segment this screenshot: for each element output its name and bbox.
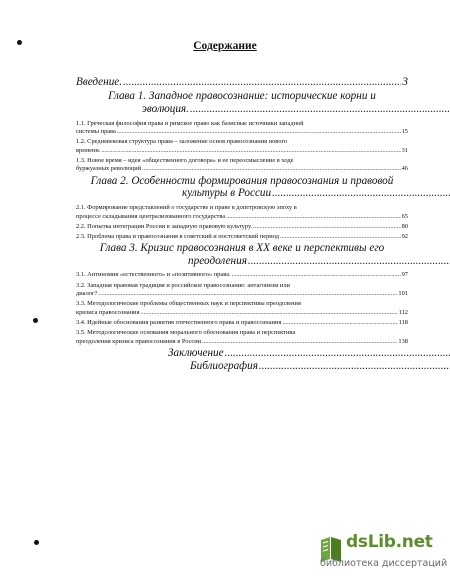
dslib-watermark[interactable] (318, 532, 448, 576)
toc-section-1-1[interactable]: 1.1. Греческая философия права и римское право как базисные источники западной системы права ..... 15 (76, 120, 408, 137)
toc-section-3-1[interactable]: 3.1. Антиномия «естественного» и «позитивного» права. ..... 97 (76, 271, 408, 279)
toc-section-3-4[interactable]: 3.4. Идейные обоснования развития отечественного права и правосознания ..... 118 (76, 319, 408, 327)
watermark-caption: библиотека диссертаций (320, 558, 448, 569)
toc-section-2-3[interactable]: 2.3. Проблема права и правосознания в советский и постсоветский период ..... 92 (76, 233, 408, 241)
toc-intro[interactable]: Введение. ..... 3 (76, 76, 408, 89)
toc-section-1-3[interactable]: 1.3. Новое время – идея «общественного договора» и ее переосмысление в ходе буржуазных революций ..... 46 (76, 157, 408, 174)
toc-section-1-2[interactable]: 1.2. Средневековая структура права – заложение основ правосознания нового времени. ..... 31 (76, 138, 408, 155)
toc-section-3-2[interactable]: 3.2. Западная правовая традиция и российское правосознание: антагонизм или диалог? ..... 101 (76, 282, 408, 299)
margin-bullet-middle (33, 318, 38, 323)
toc-section-2-1[interactable]: 2.1. Формирование представлений о государстве и праве в допетровскую эпоху в процессе складывания централизованного государства ..... 65 (76, 204, 408, 221)
toc-bibliography[interactable]: Библиография ..... (76, 360, 450, 373)
toc-chapter-1[interactable]: Глава 1. Западное правосознание: исторические корни и эволюция. ..... (76, 90, 408, 116)
margin-bullet-bottom (34, 540, 39, 545)
watermark-brand: dsLib.net (346, 532, 433, 552)
toc-section-3-5[interactable]: 3.5. Методологические основания морального обоснования права и перспектива преодоления кризиса правосознания в России ..... 138 (76, 329, 408, 346)
toc-conclusion[interactable]: Заключение ..... (76, 347, 450, 360)
toc-section-2-2[interactable]: 2.2. Попытка интеграции России в западную правовую культуру. ..... 80 (76, 223, 408, 231)
toc-chapter-2[interactable]: Глава 2. Особенности формирования правосознания и правовой культуры в России ..... (76, 175, 408, 201)
toc-chapter-3[interactable]: Глава 3. Кризис правосознания в XX веке и перспективы его преодоления ..... (76, 242, 408, 268)
toc-section-3-3[interactable]: 3.3. Методологические проблемы общественных наук и перспективы преодоления кризиса правосознания ..... 112 (76, 300, 408, 317)
page-title: Содержание (193, 40, 257, 52)
table-of-contents (76, 76, 408, 373)
